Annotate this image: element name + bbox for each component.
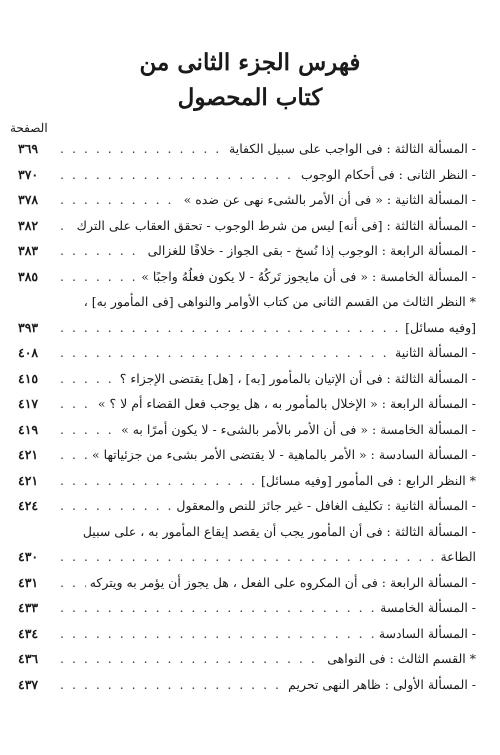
toc-page-number: ٣٨٥ bbox=[18, 268, 39, 284]
toc-page-number: ٤٢٤ bbox=[18, 498, 39, 513]
toc-entry-text: - المسألة الأولى : ظاهر النهى تحريم bbox=[288, 676, 476, 692]
leader-dots bbox=[60, 442, 88, 468]
toc-page-number: ٣٧٨ bbox=[18, 192, 39, 207]
page-column-label: الصفحة bbox=[10, 121, 48, 135]
leader-dots bbox=[60, 417, 117, 443]
toc-entry bbox=[18, 442, 476, 468]
toc-page-number: ٤٣٣ bbox=[18, 600, 39, 615]
toc-entry-text: * النظر الرابع : فى المأمور [وفيه مسائل] bbox=[260, 472, 476, 488]
page-title: فهرس الجزء الثانى من bbox=[139, 49, 361, 76]
leader-dots bbox=[60, 136, 225, 162]
leader-dots bbox=[60, 595, 376, 621]
toc-page-number: ٤٣١ bbox=[18, 574, 39, 590]
leader-dots bbox=[60, 238, 144, 264]
leader-dots bbox=[60, 264, 137, 290]
leader-dots bbox=[60, 468, 257, 494]
toc-entry bbox=[18, 366, 476, 392]
toc-entry-text: - المسألة السادسة bbox=[378, 625, 476, 641]
leader-dots bbox=[60, 570, 86, 596]
toc-entry bbox=[18, 646, 476, 672]
leader-dots bbox=[60, 340, 391, 366]
toc-entry-text: - المسألة الرابعة : فى أن المكروه على الفعل ، هل يجوز أن يؤمر به ويتركه bbox=[89, 574, 476, 590]
toc-entry-text: * القسم الثالث : فى النواهى bbox=[327, 651, 476, 666]
toc-entry-text: - المسألة الخامسة bbox=[380, 600, 476, 615]
toc-page-number: ٣٦٩ bbox=[18, 141, 39, 156]
leader-dots bbox=[60, 646, 323, 672]
leader-dots bbox=[60, 187, 180, 213]
leader-dots bbox=[60, 544, 436, 570]
toc-entry-continuation: الطاعة bbox=[440, 549, 476, 564]
toc-entry-text: - المسألة الثانية bbox=[395, 345, 476, 360]
toc-entry bbox=[18, 493, 476, 519]
toc-page-number: ٣٩٣ bbox=[18, 319, 39, 335]
toc-entry-text: - المسألة الثانية : تكليف الغافل - غير جائز للنص والمعقول bbox=[176, 498, 476, 513]
toc-page-number: ٤٠٨ bbox=[18, 345, 39, 360]
leader-dots bbox=[60, 621, 375, 647]
toc-entry bbox=[18, 595, 476, 621]
toc-page-number: ٤٣٧ bbox=[18, 676, 39, 692]
toc-entry bbox=[18, 417, 476, 443]
leader-dots bbox=[60, 366, 116, 392]
toc-entry-text: - النظر الثانى : فى أحكام الوجوب bbox=[301, 166, 476, 182]
toc-entry bbox=[18, 136, 476, 162]
toc-entry bbox=[18, 468, 476, 494]
toc-entry-text: - المسألة الرابعة : « الإخلال بالمأمور به ، هل يوجب فعل القضاء أم لا ؟ » bbox=[97, 396, 476, 411]
toc-page-number: ٤٣٠ bbox=[18, 549, 39, 564]
toc-entry-text: - المسألة السادسة : « الأمر بالماهية - لا يقتضى الأمر بشىء من جزئياتها » bbox=[92, 447, 476, 462]
toc-entry-text: - المسألة الثالثة : فى أن الإتيان بالمأمور [به] ، [هل] يقتضى الإجزاء ؟ bbox=[119, 370, 476, 386]
leader-dots bbox=[60, 391, 94, 417]
toc-entry-text: - المسألة الثالثة : [فى أنه] ليس من شرط الوجوب - تحقق العقاب على الترك bbox=[76, 217, 476, 233]
toc-entry bbox=[18, 238, 476, 264]
toc-entry bbox=[18, 289, 476, 340]
toc-entry-text: - المسألة الثالثة : فى الواجب على سبيل الكفاية bbox=[229, 141, 476, 156]
leader-dots bbox=[60, 162, 297, 188]
toc-entry-text: - المسألة الرابعة : الوجوب إذا نُسخ - بقى الجواز - خلافًا للغزالى bbox=[147, 243, 476, 258]
toc-entry bbox=[18, 340, 476, 366]
toc-entry-text: - المسألة الخامسة : « فى أن الأمر بالأمر بالشىء - لا يكون أمرًا به » bbox=[121, 421, 476, 437]
toc-page-number: ٤٢١ bbox=[18, 447, 39, 462]
toc-page-number: ٣٨٣ bbox=[18, 243, 39, 258]
toc-entry bbox=[18, 519, 476, 570]
leader-dots bbox=[60, 315, 401, 341]
toc-entry bbox=[18, 570, 476, 596]
toc-page-number: ٤٣٤ bbox=[18, 625, 39, 641]
toc-entry-text: - المسألة الثانية : « فى أن الأمر بالشىء نهى عن ضده » bbox=[183, 192, 476, 207]
toc-page-number: ٤٣٦ bbox=[18, 651, 39, 666]
toc-page-number: ٣٨٢ bbox=[18, 217, 39, 233]
toc-entry bbox=[18, 187, 476, 213]
toc-page-number: ٤١٥ bbox=[18, 370, 39, 386]
leader-dots bbox=[60, 493, 172, 519]
toc-entry bbox=[18, 264, 476, 290]
toc-entry bbox=[18, 621, 476, 647]
toc-entry-text: - المسألة الخامسة : « فى أن مايجوز تَركُهُ - لا يكون فعلُهُ واجبًا » bbox=[141, 268, 476, 284]
toc-entry-continuation: [وفيه مسائل] bbox=[405, 319, 476, 335]
toc-entry bbox=[18, 162, 476, 188]
toc-entry-text: - المسألة الثالثة : فى أن المأمور يجب أن يقصد إيقاع المأمور به ، على سبيل bbox=[82, 523, 476, 539]
table-of-contents bbox=[18, 136, 476, 697]
toc-page-number: ٤١٧ bbox=[18, 396, 39, 411]
toc-page-number: ٣٧٠ bbox=[18, 166, 39, 182]
toc-entry bbox=[18, 213, 476, 239]
leader-dots bbox=[60, 672, 284, 698]
book-title: كتاب المحصول bbox=[177, 84, 323, 111]
toc-entry bbox=[18, 672, 476, 698]
toc-page-number: ٤٢١ bbox=[18, 472, 39, 488]
toc-entry bbox=[18, 391, 476, 417]
leader-dots bbox=[60, 213, 73, 239]
toc-entry-text: * النظر الثالث من القسم الثانى من كتاب الأوامر والنواهى [فى المأمور به] ، bbox=[83, 294, 476, 309]
toc-page-number: ٤١٩ bbox=[18, 421, 39, 437]
